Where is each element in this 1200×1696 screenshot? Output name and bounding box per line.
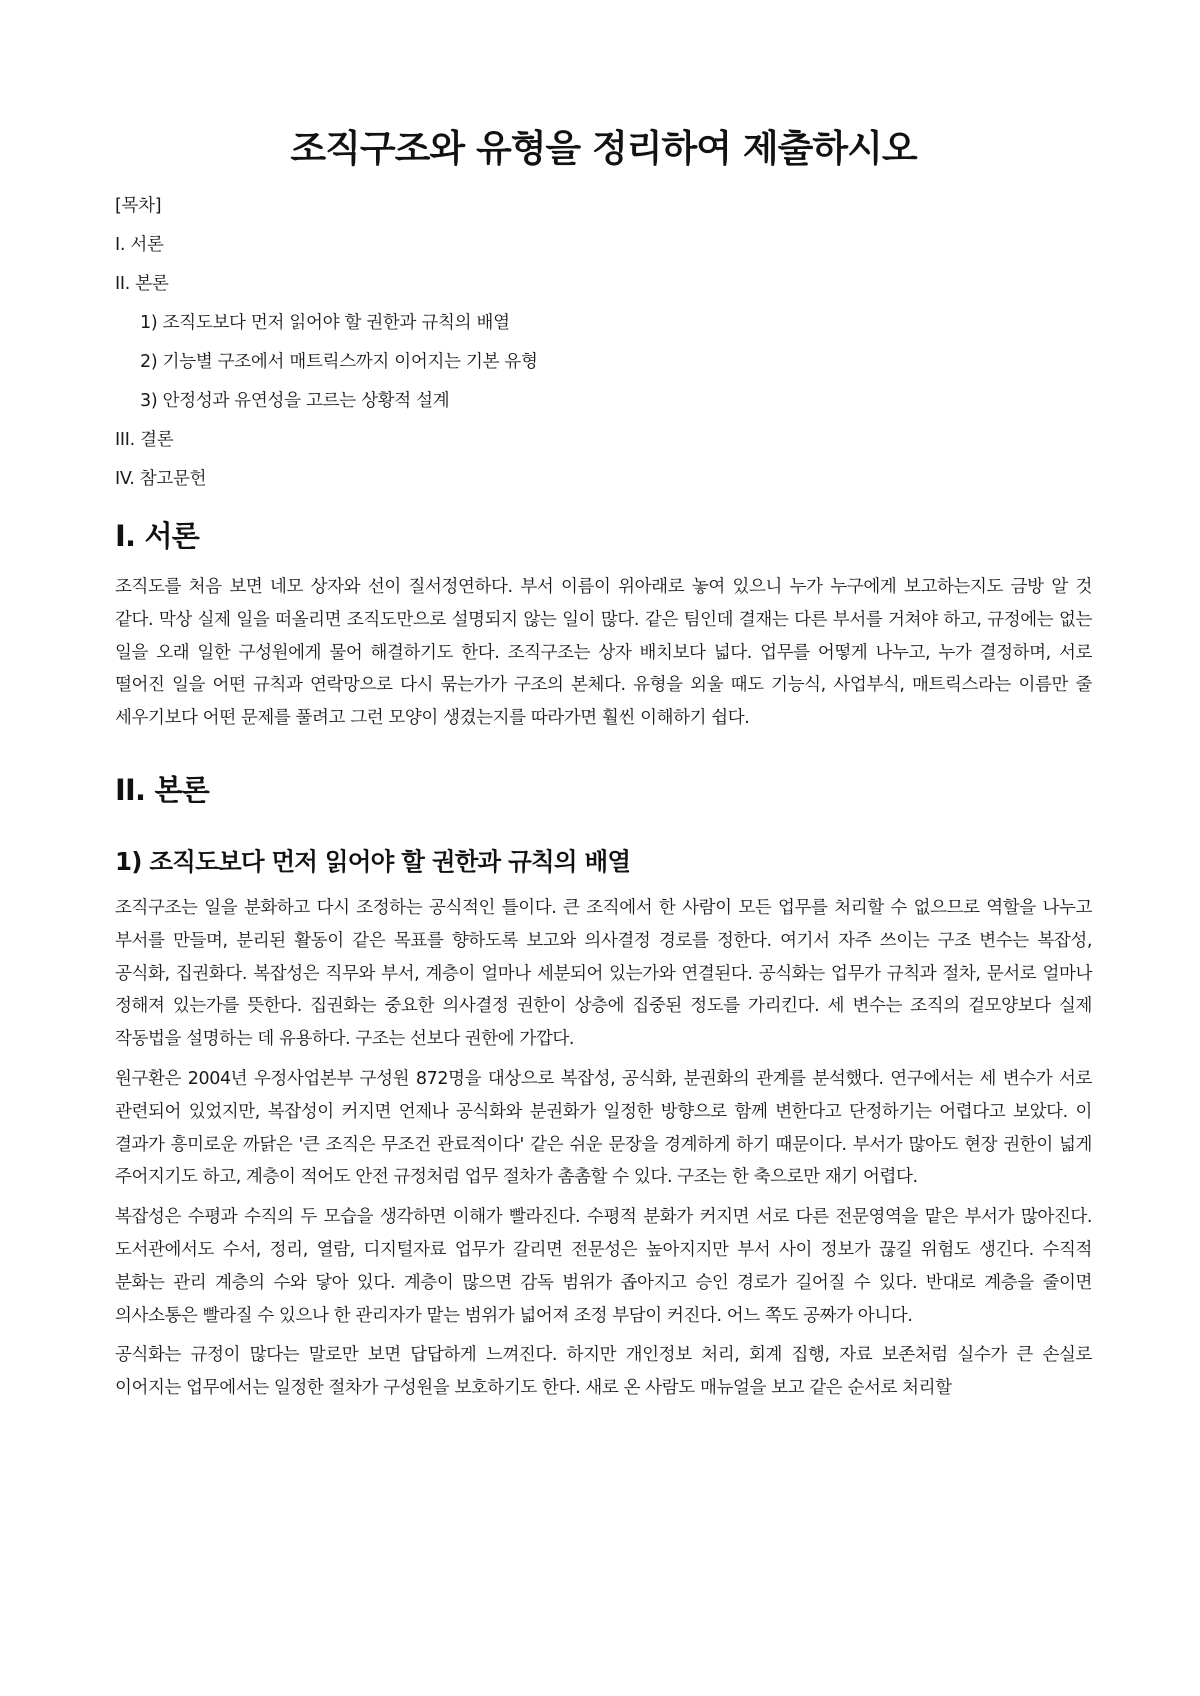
paragraph: 원구환은 2004년 우정사업본부 구성원 872명을 대상으로 복잡성, 공식화, 분권화의 관계를 분석했다. 연구에서는 세 변수가 서로 관련되어 있었지만, 복잡성이 커지면 언제나 공식화와 분권화가 일정한 방향으로 함께 변한다고 단정하기는 어렵다고 보았다. 이 결과가 흥미로운 까닭은 '큰 조직은 무조건 관료적이다' 같은 쉬운 문장을 경계하게 하기 때문이다. 부서가 많아도 현장 권한이 넓게 주어지기도 하고, 계층이 적어도 안전 규정처럼 업무 절차가 촘촘할 수 있다. 구조는 한 축으로만 재기 어렵다. [115,1068,1092,1188]
section-body [115,768,1092,1405]
section-heading-intro: I. 서론 [115,519,199,553]
toc-subitem: 3) 안정성과 유연성을 고르는 상황적 설계 [140,391,450,411]
paragraph: 복잡성은 수평과 수직의 두 모습을 생각하면 이해가 빨라진다. 수평적 분화가 커지면 서로 다른 전문영역을 맡은 부서가 많아진다. 도서관에서도 수서, 정리, 열람, 디지털자료 업무가 갈리면 전문성은 높아지지만 부서 사이 정보가 끊길 위험도 생긴다. 수직적 분화는 관리 계층의 수와 닿아 있다. 계층이 많으면 감독 범위가 좁아지고 승인 경로가 길어질 수 있다. 반대로 계층을 줄이면 의사소통은 빨라질 수 있으나 한 관리자가 맡는 범위가 넓어져 조정 부담이 커진다. 어느 쪽도 공짜가 아니다. [115,1207,1092,1326]
toc-subitem: 2) 기능별 구조에서 매트릭스까지 이어지는 기본 유형 [140,352,538,372]
subsection-heading-1: 1) 조직도보다 먼저 읽어야 할 권한과 규칙의 배열 [115,846,631,876]
toc-heading: [목차] [115,196,162,216]
toc-item: IV. 참고문헌 [115,469,207,489]
paragraph: 조직도를 처음 보면 네모 상자와 선이 질서정연하다. 부서 이름이 위아래로 놓여 있으니 누가 누구에게 보고하는지도 금방 알 것 같다. 막상 실제 일을 떠올리면 조직도만으로 설명되지 않는 일이 많다. 같은 팀인데 결재는 다른 부서를 거쳐야 하고, 규정에는 없는 일을 오래 일한 구성원에게 물어 해결하기도 한다. 조직구조는 상자 배치보다 넓다. 업무를 어떻게 나누고, 누가 결정하며, 서로 떨어진 일을 어떤 규칙과 연락망으로 다시 묶는가가 구조의 본체다. 유형을 외울 때도 기능식, 사업부식, 매트릭스라는 이름만 줄 세우기보다 어떤 문제를 풀려고 그런 모양이 생겼는지를 따라가면 훨씬 이해하기 쉽다. [115,577,1092,729]
document-title: 조직구조와 유형을 정리하여 제출하시오 [290,127,917,170]
toc-item: II. 본론 [115,274,169,294]
toc-item: I. 서론 [115,235,164,255]
paragraph: 조직구조는 일을 분화하고 다시 조정하는 공식적인 틀이다. 큰 조직에서 한 사람이 모든 업무를 처리할 수 없으므로 역할을 나누고 부서를 만들며, 분리된 활동이 같은 목표를 향하도록 보고와 의사결정 경로를 정한다. 여기서 자주 쓰이는 구조 변수는 복잡성, 공식화, 집권화다. 복잡성은 직무와 부서, 계층이 얼마나 세분되어 있는가와 연결된다. 공식화는 업무가 규칙과 절차, 문서로 얼마나 정해져 있는가를 뜻한다. 집권화는 중요한 의사결정 권한이 상층에 집중된 정도를 가리킨다. 세 변수는 조직의 겉모양보다 실제 작동법을 설명하는 데 유용하다. 구조는 선보다 권한에 가깝다. [115,897,1092,1050]
section-heading-body: II. 본론 [115,772,209,807]
section-intro [115,514,1092,735]
toc-subitem: 1) 조직도보다 먼저 읽어야 할 권한과 규칙의 배열 [140,313,510,333]
table-of-contents [115,194,1092,492]
paragraph: 공식화는 규정이 많다는 말로만 보면 답답하게 느껴진다. 하지만 개인정보 처리, 회계 집행, 자료 보존처럼 실수가 큰 손실로 이어지는 업무에서는 일정한 절차가 구성원을 보호하기도 한다. 새로 온 사람도 매뉴얼을 보고 같은 순서로 처리할 [115,1345,1092,1399]
toc-item: III. 결론 [115,430,174,450]
